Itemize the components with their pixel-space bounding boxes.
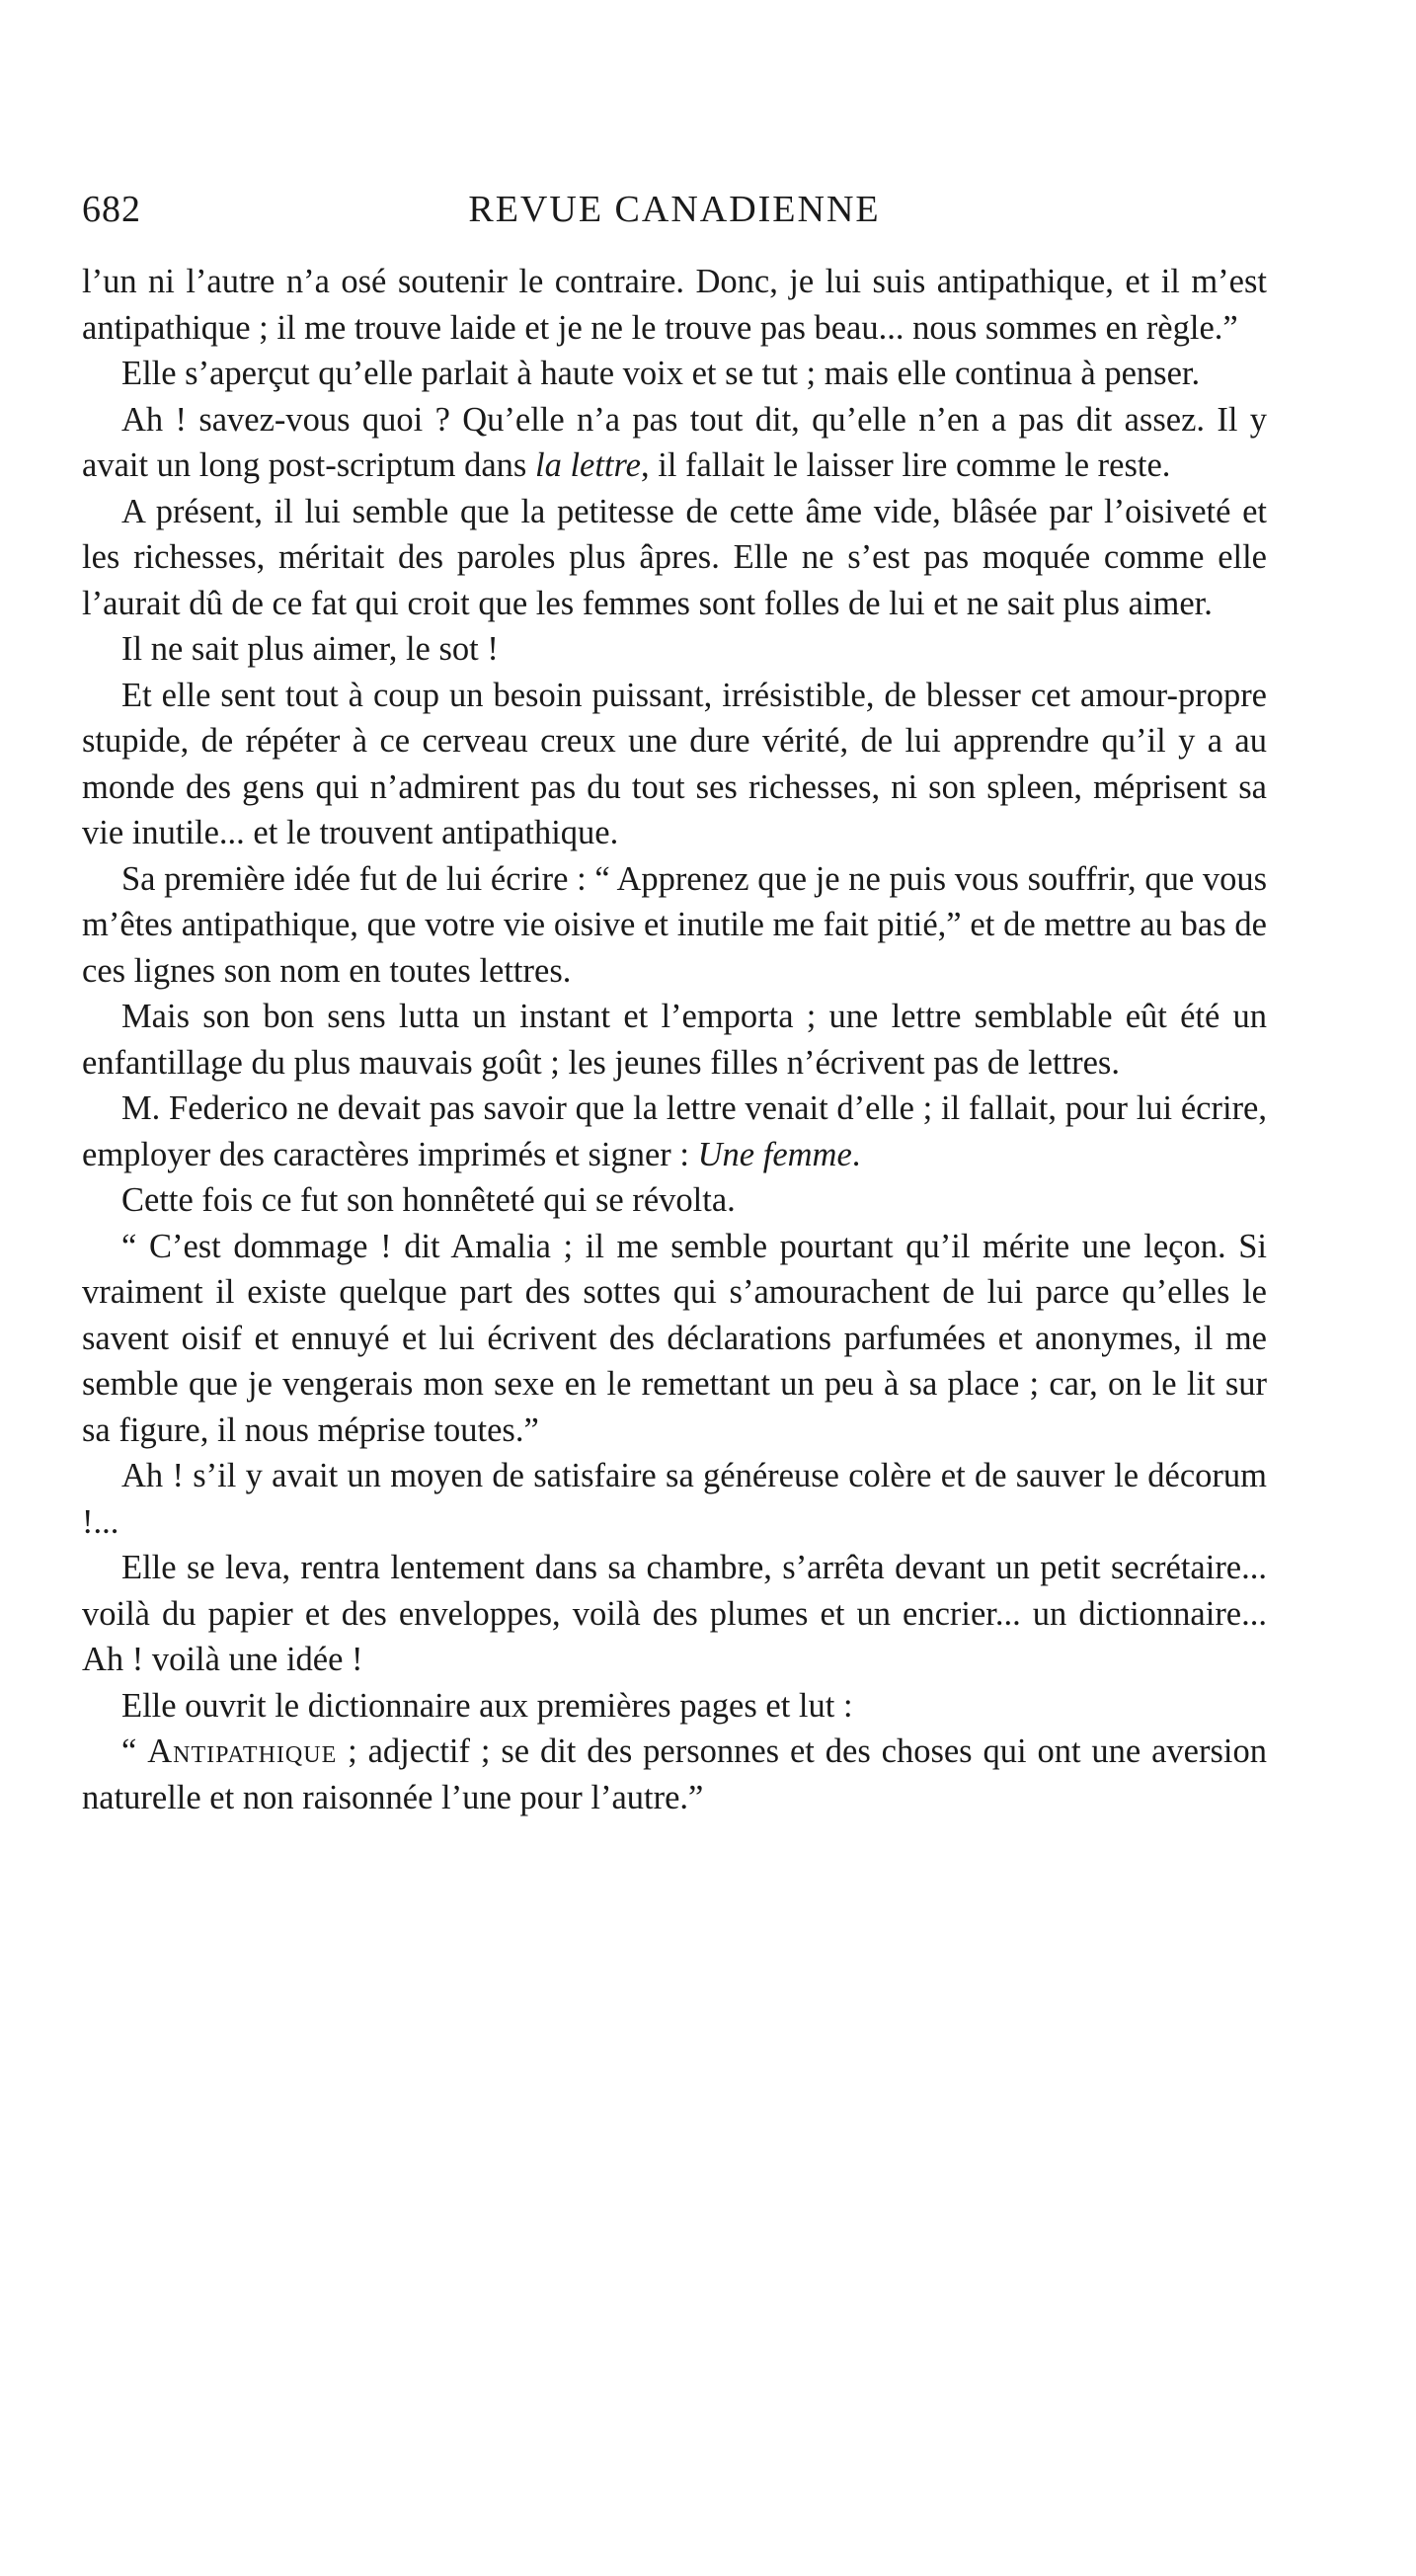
paragraph xyxy=(82,1545,1267,1683)
page xyxy=(82,188,1267,1820)
paragraph xyxy=(82,397,1267,489)
text-segment: Elle ouvrit le dictionnaire aux premières pages et lut : xyxy=(121,1686,853,1725)
page-number: 682 xyxy=(82,189,141,230)
paragraph xyxy=(82,259,1267,351)
text-segment: Mais son bon sens lutta un instant et l’emporta ; une lettre semblable eût été un enfantillage du plus mauvais goût ; les jeunes filles n’écrivent pas de lettres. xyxy=(82,998,1267,1082)
text-segment: Sa première idée fut de lui écrire : “ Apprenez que je ne puis vous souffrir, que vous m’êtes antipathique, que votre vie oisive et inutile me fait pitié,” et de mettre au bas de ces lignes son nom en toutes lettres. xyxy=(82,859,1267,990)
text-segment: Ah ! s’il y avait un moyen de satisfaire sa généreuse colère et de sauver le décorum !... xyxy=(82,1457,1267,1541)
paragraph xyxy=(82,1683,1267,1730)
text-segment: , il fallait le laisser lire comme le reste. xyxy=(640,446,1171,484)
paragraph xyxy=(82,1177,1267,1224)
paragraph xyxy=(82,1086,1267,1177)
paragraph xyxy=(82,1224,1267,1454)
italic-text: la lettre xyxy=(534,446,641,484)
text-segment: Ah ! savez-vous quoi ? Qu’elle n’a pas tout dit, qu’elle n’en a pas dit assez. Il y avait un long post-scriptum dans xyxy=(82,400,1267,484)
text-segment: Cette fois ce fut son honnêteté qui se révolta. xyxy=(121,1181,736,1219)
paragraph xyxy=(82,856,1267,995)
running-head xyxy=(82,188,1267,247)
paragraph xyxy=(82,626,1267,673)
paragraph xyxy=(82,489,1267,627)
text-segment: M. Federico ne devait pas savoir que la lettre venait d’elle ; il fallait, pour lui écrire, employer des caractères imprimés et signer : xyxy=(82,1089,1267,1173)
text-segment: A présent, il lui semble que la petitesse de cette âme vide, blâsée par l’oisiveté et les richesses, méritait des paroles plus âpres. Elle ne s’est pas moquée comme elle l’aurait dû de ce fat qui croit que les femmes sont folles de lui et ne sait plus aimer. xyxy=(82,492,1267,622)
text-segment: ; adjectif ; se dit des personnes et des choses qui ont une aversion naturelle et non raisonnée l’une pour l’autre.” xyxy=(82,1732,1267,1816)
italic-text: Une femme xyxy=(697,1135,852,1173)
text-segment: Et elle sent tout à coup un besoin puissant, irrésistible, de blesser cet amour-propre stupide, de répéter à ce cerveau creux une dure vérité, de lui apprendre qu’il y a au monde des gens qui n’admirent pas du tout ses richesses, ni son spleen, méprisent sa vie inutile... et le trouvent antipathique. xyxy=(82,676,1267,851)
text-segment: “ xyxy=(121,1732,148,1770)
text-segment: Elle se leva, rentra lentement dans sa chambre, s’arrêta devant un petit secrétaire... voilà du papier et des enveloppes, voilà des plumes et un encrier... un dictionnaire... Ah ! voilà une idée ! xyxy=(82,1549,1267,1678)
paragraph xyxy=(82,994,1267,1086)
text-segment: Elle s’aperçut qu’elle parlait à haute voix et se tut ; mais elle continua à penser. xyxy=(121,355,1201,392)
text-segment: . xyxy=(851,1135,861,1173)
text-segment: Il ne sait plus aimer, le sot ! xyxy=(121,630,499,668)
body-text xyxy=(82,259,1267,1820)
paragraph xyxy=(82,673,1267,856)
paragraph xyxy=(82,351,1267,397)
journal-title: REVUE CANADIENNE xyxy=(468,189,881,230)
paragraph xyxy=(82,1453,1267,1545)
text-segment: l’un ni l’autre n’a osé soutenir le contraire. Donc, je lui suis antipathique, et il m’est antipathique ; il me trouve laide et je ne le trouve pas beau... nous sommes en règle.” xyxy=(82,263,1267,347)
small-caps-text: Antipathique xyxy=(147,1732,338,1770)
text-segment: “ C’est dommage ! dit Amalia ; il me semble pourtant qu’il mérite une leçon. Si vraiment il existe quelque part des sottes qui s’amourachent de lui parce qu’elles le savent oisif et ennuyé et lui écrivent des déclarations parfumées et anonymes, il me semble que je vengerais mon sexe en le remettant un peu à sa place ; car, on le lit sur sa figure, il nous méprise toutes.” xyxy=(82,1227,1267,1449)
paragraph xyxy=(82,1729,1267,1820)
